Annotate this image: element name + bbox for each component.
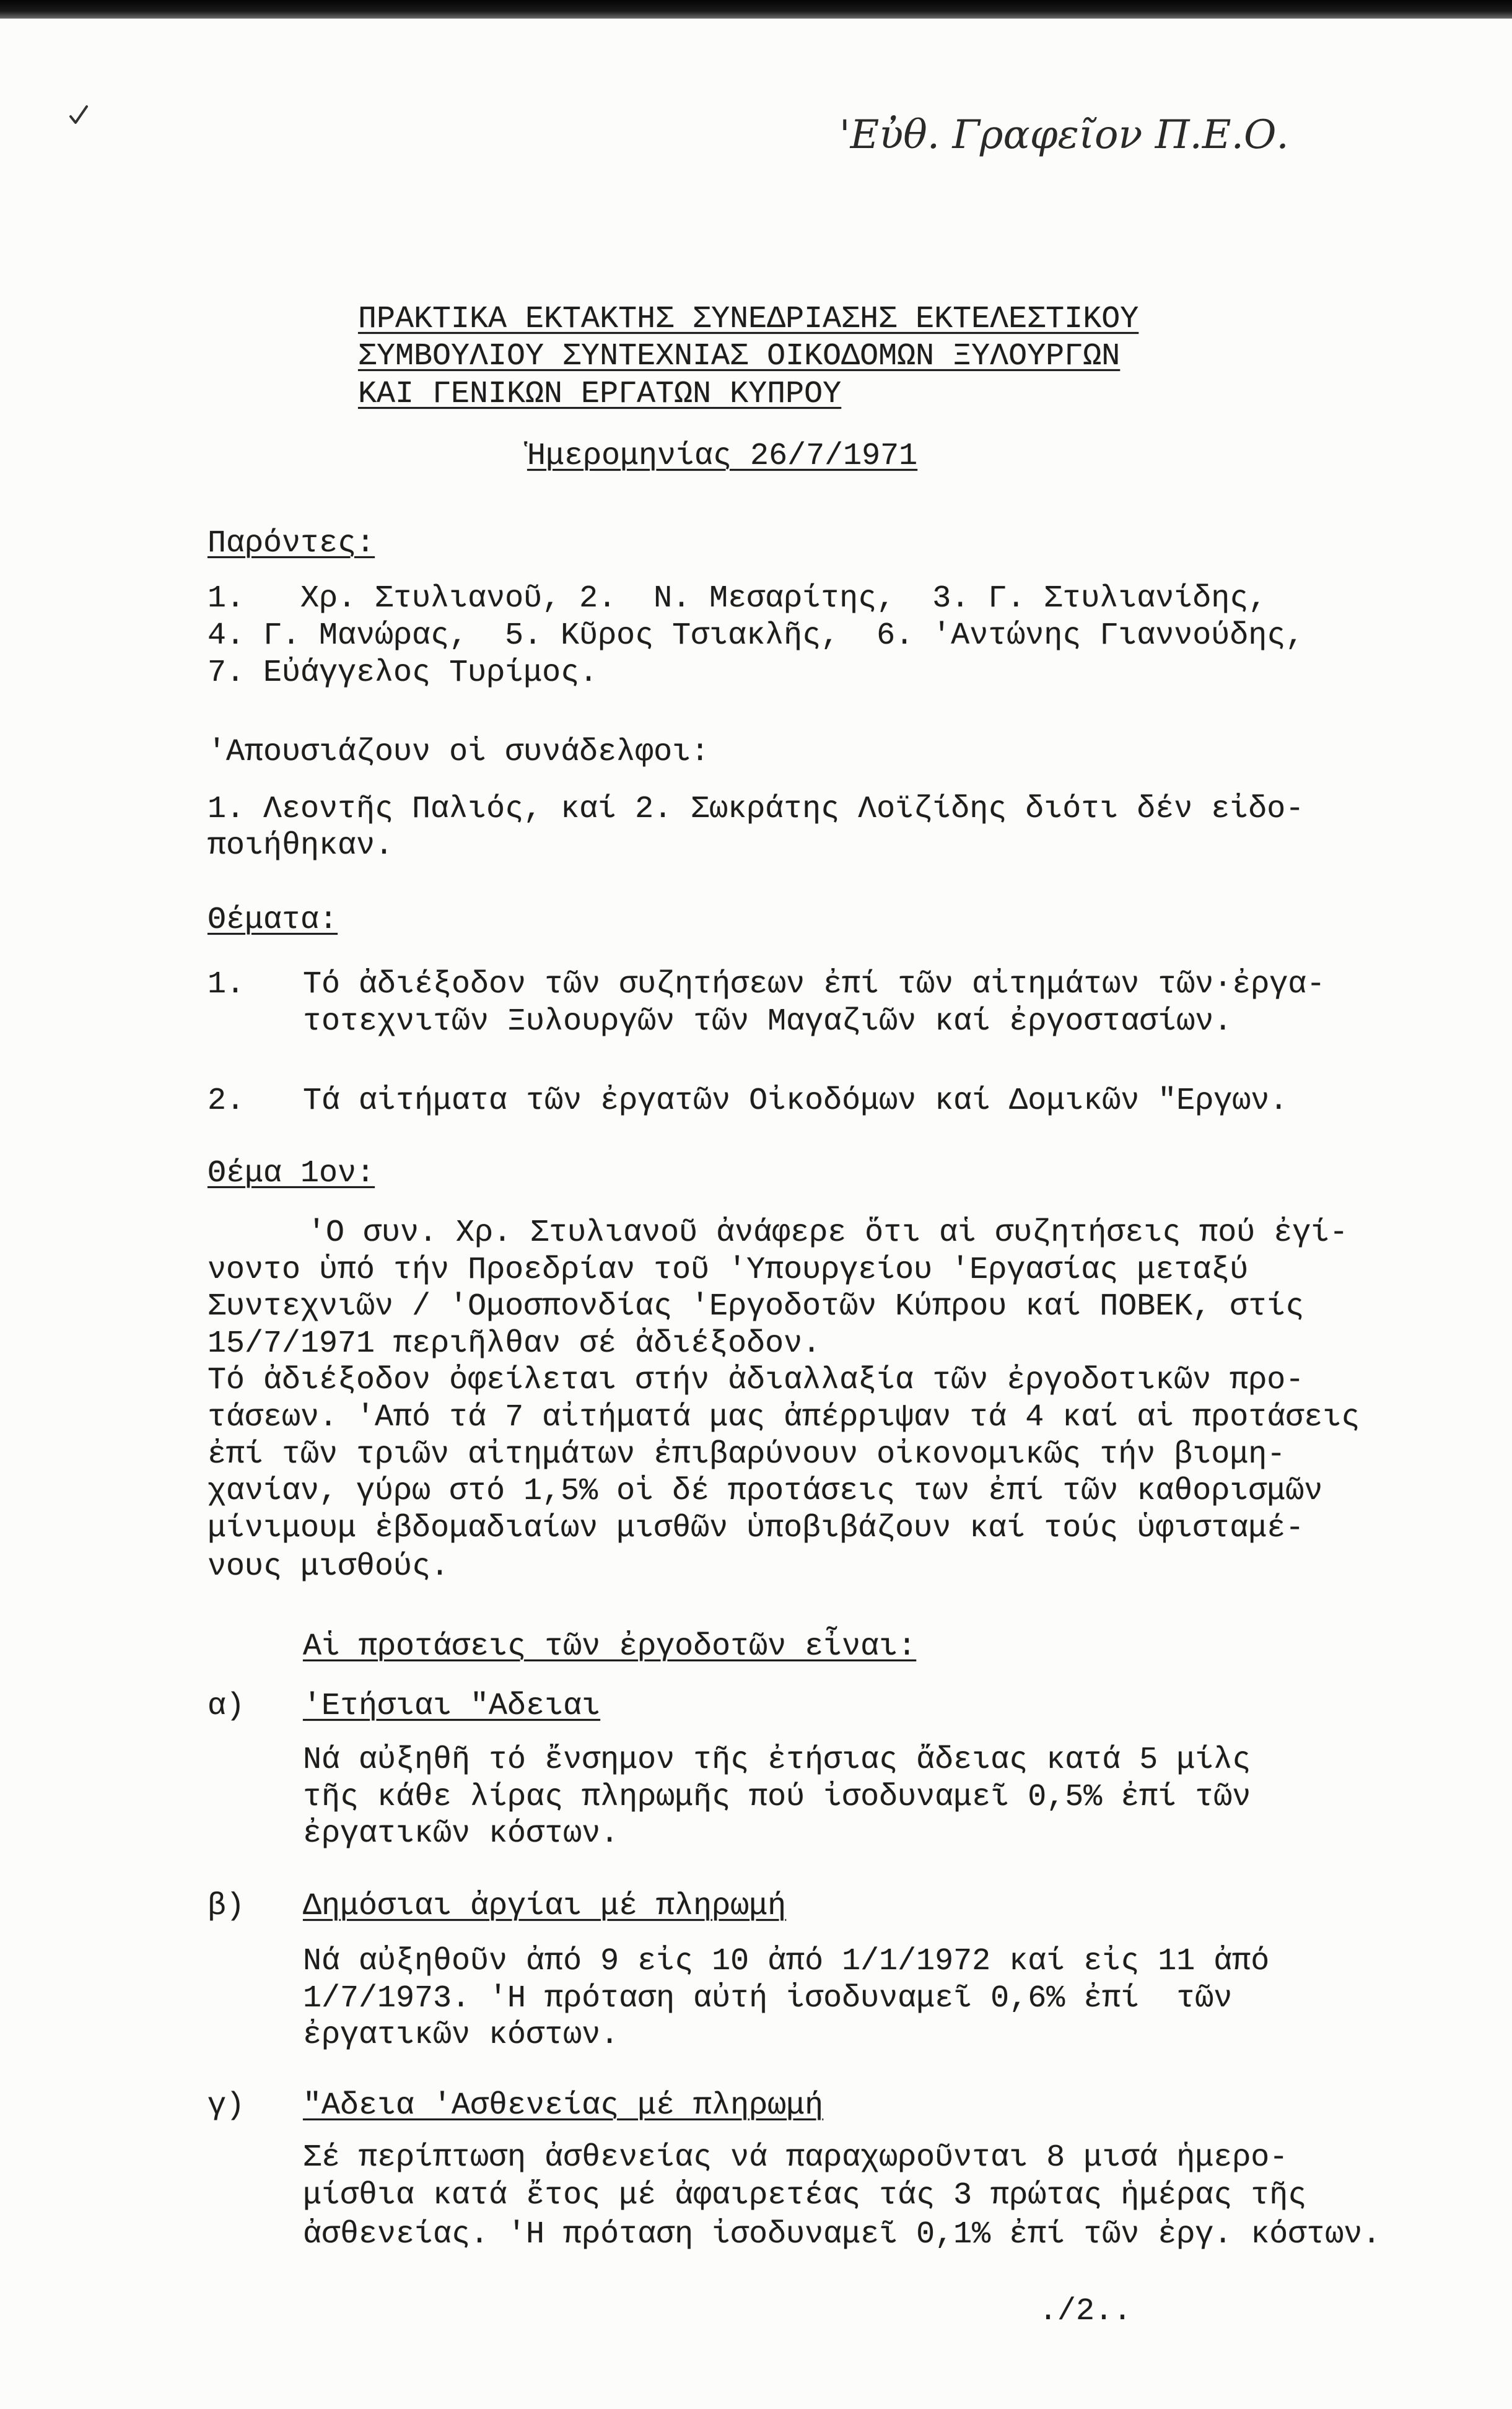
topic1-label: Θέμα 1ον: (208, 1156, 375, 1191)
title-line-1: ΠΡΑΚΤΙΚΑ ΕΚΤΑΚΤΗΣ ΣΥΝΕΔΡΙΑΣΗΣ ΕΚΤΕΛΕΣΤΙΚΟΥ (358, 302, 1139, 337)
absent-label: 'Απουσιάζουν οἱ συνάδελφοι: (208, 735, 710, 770)
absent-line-2: ποιήθηκαν. (208, 828, 394, 863)
proposals-heading: Αἱ προτάσεις τῶν ἐργοδοτῶν εἶναι: (303, 1629, 917, 1664)
topic-number: 1. (208, 967, 245, 1002)
topic-number: 2. (208, 1083, 245, 1119)
proposal-marker: α) (208, 1689, 245, 1724)
topics-label: Θέματα: (208, 903, 338, 938)
handwritten-note: 'Εὐθ. Γραφεῖον Π.Ε.Ο. (839, 112, 1289, 158)
proposal-line: ἀσθενείας. 'Η πρόταση ἰσοδυναμεῖ 0,1% ἐπί τῶν ἐργ. κόστων. (303, 2217, 1381, 2252)
proposal-line: Νά αὐξηθοῦν ἀπό 9 εἰς 10 ἀπό 1/1/1972 καί εἰς 11 ἀπό (303, 1944, 1270, 1979)
scan-edge (0, 0, 1512, 19)
proposal-line: τῆς κάθε λίρας πληρωμῆς πού ἰσοδυναμεῖ 0,5% ἐπί τῶν (303, 1780, 1251, 1815)
proposal-heading: 'Ετήσιαι "Αδειαι (303, 1689, 601, 1724)
paragraph-line: 'Ο συν. Χρ. Στυλιανοῦ ἀνάφερε ὅτι αἱ συζητήσεις πού ἐγί- (307, 1215, 1348, 1251)
paragraph-line: τάσεων. 'Από τά 7 αἰτήματά μας ἀπέρριψαν τά 4 καί αἱ προτάσεις (208, 1400, 1360, 1435)
proposal-line: 1/7/1973. 'Η πρόταση αὐτή ἰσοδυναμεῖ 0,6% ἐπί τῶν (303, 1981, 1233, 2016)
proposal-line: ἐργατικῶν κόστων. (303, 1816, 619, 1852)
paragraph-line: νους μισθούς. (208, 1549, 450, 1585)
present-line-1: 1. Χρ. Στυλιανοῦ, 2. Ν. Μεσαρίτης, 3. Γ. Στυλιανίδης, (208, 581, 1267, 616)
absent-line-1: 1. Λεοντῆς Παλιός, καί 2. Σωκράτης Λοϊζίδης διότι δέν εἰδο- (208, 792, 1304, 827)
paragraph-line: Τό ἀδιέξοδον ὀφείλεται στήν ἀδιαλλαξία τῶν ἐργοδοτικῶν προ- (208, 1363, 1304, 1398)
paragraph-line: χανίαν, γύρω στό 1,5% οἱ δέ προτάσεις των ἐπί τῶν καθορισμῶν (208, 1474, 1323, 1509)
paragraph-line: ἐπί τῶν τριῶν αἰτημάτων ἐπιβαρύνουν οἰκονομικῶς τήν βιομη- (208, 1437, 1286, 1472)
check-mark-icon (67, 103, 92, 128)
proposal-marker: γ) (208, 2088, 245, 2123)
page-continuation-marker: ./2.. (1039, 2294, 1132, 2329)
proposal-line: μίσθια κατά ἔτος μέ ἀφαιρετέας τάς 3 πρώτας ἡμέρας τῆς (303, 2178, 1307, 2213)
paragraph-line: νοντο ὑπό τήν Προεδρίαν τοῦ 'Υπουργείου 'Εργασίας μεταξύ (208, 1253, 1249, 1288)
paragraph-line: Συντεχνιῶν / 'Ομοσπονδίας 'Εργοδοτῶν Κύπρου καί ΠΟΒΕΚ, στίς (208, 1289, 1304, 1324)
title-line-2: ΣΥΜΒΟΥΛΙΟΥ ΣΥΝΤΕΧΝΙΑΣ ΟΙΚΟΔΟΜΩΝ ΞΥΛΟΥΡΓΩΝ (358, 339, 1121, 374)
paragraph-line: μίνιμουμ ἑβδομαδιαίων μισθῶν ὑποβιβάζουν καί τούς ὑφισταμέ- (208, 1511, 1304, 1546)
topic-line: Τά αἰτήματα τῶν ἐργατῶν Οἰκοδόμων καί Δομικῶν "Εργων. (303, 1083, 1288, 1119)
present-line-2: 4. Γ. Μανώρας, 5. Κῦρος Τσιακλῆς, 6. 'Αντώνης Γιαννούδης, (208, 618, 1304, 654)
proposal-marker: β) (208, 1889, 245, 1924)
present-label: Παρόντες: (208, 526, 375, 561)
present-line-3: 7. Εὐάγγελος Τυρίμος. (208, 655, 598, 691)
paragraph-line: 15/7/1971 περιῆλθαν σέ ἀδιέξοδον. (208, 1326, 821, 1362)
proposal-line: ἐργατικῶν κόστων. (303, 2018, 619, 2053)
topic-line: Τό ἀδιέξοδον τῶν συζητήσεων ἐπί τῶν αἰτημάτων τῶν·ἐργα- (303, 967, 1326, 1002)
proposal-heading: "Αδεια 'Ασθενείας μέ πληρωμή (303, 2088, 824, 2123)
proposal-line: Σέ περίπτωση ἀσθενείας νά παραχωροῦνται 8 μισά ἡμερο- (303, 2140, 1288, 2175)
proposal-line: Νά αὐξηθῆ τό ἔνσημον τῆς ἐτήσιας ἄδειας κατά 5 μίλς (303, 1742, 1251, 1778)
meeting-date: Ἡμερομηνίας 26/7/1971 (527, 439, 918, 474)
title-line-3: ΚΑΙ ΓΕΝΙΚΩΝ ΕΡΓΑΤΩΝ ΚΥΠΡΟΥ (358, 377, 842, 412)
topic-line: τοτεχνιτῶν Ξυλουργῶν τῶν Μαγαζιῶν καί ἐργοστασίων. (303, 1004, 1233, 1039)
proposal-heading: Δημόσιαι ἀργίαι μέ πληρωμή (303, 1889, 787, 1924)
